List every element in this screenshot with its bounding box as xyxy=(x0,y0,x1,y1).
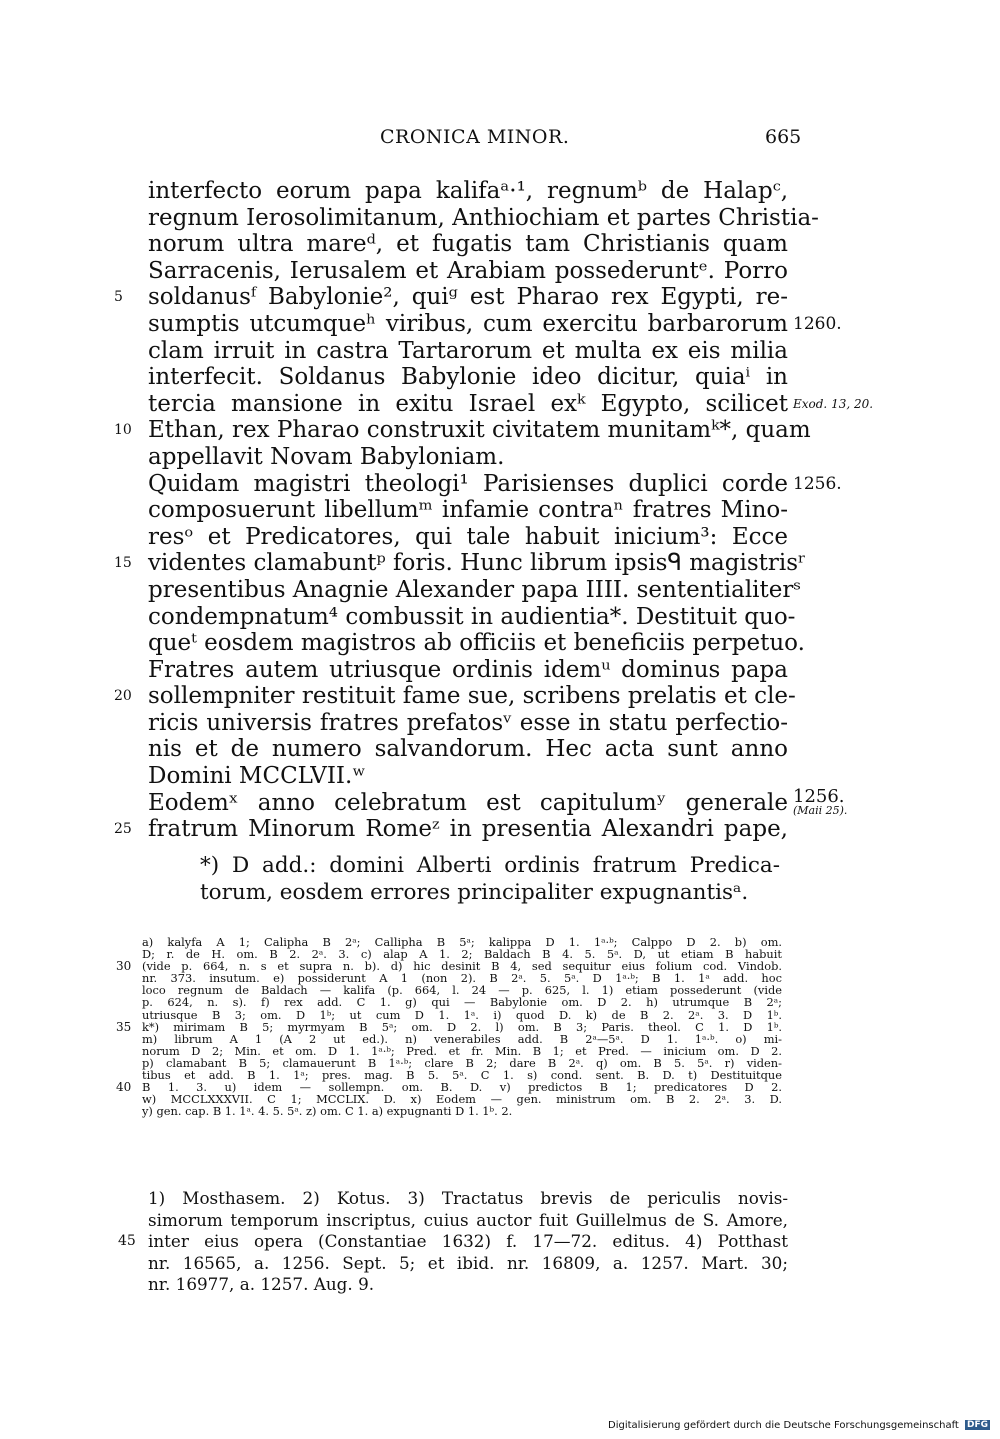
line-text: a) kalyfa A 1; Calipha B 2ᵃ; Callipha B 5ᵃ; kalippa D 1. 1ᵃ·ᵇ; Calppo D 2. b) om. xyxy=(142,935,782,949)
line-text: nis et de numero salvandorum. Hec acta sunt anno xyxy=(148,736,788,763)
line-text: p) clamabant B 5; clamauerunt B 1ᵃ·ᵇ; clare B 2; dare B 2ᵃ. q) om. B 5. 5ᵃ. r) viden- xyxy=(142,1055,782,1070)
line-text: nr. 16977, a. 1257. Aug. 9. xyxy=(148,1274,375,1295)
line-text: queᵗ eosdem magistros ab officiis et beneficiis perpetuo. xyxy=(148,630,805,657)
line-number: 5 xyxy=(114,289,123,306)
text-line xyxy=(148,470,842,498)
line-text: norum D 2; Min. et om. D 1. 1ᵃ·ᵇ; Pred. et fr. Min. B 1; et Pred. — inicium om. D 2. xyxy=(142,1043,782,1058)
footnote-line xyxy=(148,1188,788,1210)
text-line xyxy=(148,338,788,365)
margin-note xyxy=(793,785,848,818)
line-text: utriusque B 3; om. D 1ᵇ; ut cum D 1. 1ᵃ. i) quod D. k) de B 2. 2ᵃ. 3. D 1ᵇ. xyxy=(142,1007,782,1022)
line-text: D; r. de H. om. B 2. 2ᵃ. 3. c) alap A 1. 2; Baldach B 4. 5. 5ᵃ. D, ut etiam B habuit xyxy=(142,947,782,962)
line-number: 15 xyxy=(114,555,132,572)
text-line xyxy=(148,390,874,418)
line-text: p. 624, n. s). f) rex add. C 1. g) qui — Babylonie om. D 2. h) utrumque B 2ᵃ; xyxy=(142,995,782,1010)
line-text: tibus et add. B 1. 1ᵃ; pres. mag. B 5. 5ᵃ. C 1. s) cond. sent. B. D. t) Destituitque xyxy=(142,1068,782,1083)
text-line xyxy=(148,763,788,790)
line-text: Quidam magistri theologi¹ Parisienses duplici corde xyxy=(148,470,788,497)
text-line xyxy=(148,204,819,232)
line-text: simorum temporum inscriptus, cuius auctor fuit Guillelmus de S. Amore, xyxy=(148,1209,788,1230)
line-text: (vide p. 664, n. s et supra n. b). d) hic desinit B 4, sed sequitur eius folium cod. Vindob. xyxy=(142,959,782,974)
line-number: 20 xyxy=(114,688,132,705)
line-text: inter eius opera (Constantiae 1632) f. 17—72. editus. 4) Potthast xyxy=(148,1231,788,1252)
line-text: tercia mansione in exitu Israel exᵏ Egypto, scilicet xyxy=(148,390,788,417)
text-line xyxy=(114,816,788,843)
margin-note xyxy=(793,471,842,498)
line-text: soldanusᶠ Babylonie², quiᵍ est Pharao rex Egypti, re- xyxy=(148,284,788,311)
footnote-line xyxy=(148,1253,788,1275)
line-text: Fratres autem utriusque ordinis idemᵘ dominus papa xyxy=(148,656,788,683)
margin-date: 1260. xyxy=(793,313,842,334)
footnote-line xyxy=(118,1231,788,1253)
credit-text: Digitalisierung gefördert durch die Deutsche Forschungsgemeinschaft xyxy=(608,1420,959,1431)
line-text: norum ultra mareᵈ, et fugatis tam Christianis quam xyxy=(148,231,788,258)
footnote-line xyxy=(148,1274,788,1296)
line-text: nr. 16565, a. 1256. Sept. 5; et ibid. nr. 16809, a. 1257. Mart. 30; xyxy=(148,1252,788,1273)
line-text: nr. 373. insutum. e) possiderunt A 1 (non 2). B 2ᵃ. 5. 5ᵃ. D 1ᵃ·ᵇ; B 1. 1ᵃ add. hoc xyxy=(142,971,782,986)
text-line xyxy=(148,576,802,604)
line-text: regnum Ierosolimitanum, Anthiochiam et partes Christia- xyxy=(148,204,819,231)
line-text: resᵒ et Predicatores, qui tale habuit inicium³: Ecce xyxy=(148,523,788,550)
line-text: appellavit Novam Babyloniam. xyxy=(148,443,505,470)
digitization-credit xyxy=(608,1420,990,1431)
text-line xyxy=(148,310,842,338)
line-number: 25 xyxy=(114,821,132,838)
line-text: k*) mirimam B 5; myrmyam B 5ᵃ; om. D 2. l) om. B 3; Paris. theol. C 1. D 1ᵇ. xyxy=(142,1019,782,1034)
main-text xyxy=(114,178,874,843)
text-line xyxy=(148,736,788,763)
text-line xyxy=(148,630,805,657)
line-text: loco regnum de Baldach — kalifa (p. 664, l. 24 — p. 625, l. 1) etiam possederunt (vide xyxy=(142,983,782,998)
line-text: sollempniter restituit fame sue, scribens prelatis et cle- xyxy=(148,683,796,710)
running-title: CRONICA MINOR. xyxy=(380,126,570,148)
margin-subdate: (Maii 25). xyxy=(793,803,848,817)
text-line xyxy=(148,444,788,471)
line-number: 10 xyxy=(114,422,132,439)
line-text: Eodemˣ anno celebratum est capitulumʸ generale xyxy=(148,789,788,816)
line-text: Sarracenis, Ierusalem et Arabiam possederuntᵉ. Porro xyxy=(148,257,788,284)
line-text: fratrum Minorum Romeᶻ in presentia Alexandri pape, xyxy=(148,816,788,843)
text-line xyxy=(114,284,788,311)
text-line xyxy=(114,417,811,444)
line-text: videntes clamabuntᵖ foris. Hunc librum ipsisᑫ magistrisʳ xyxy=(148,550,807,577)
text-line xyxy=(148,364,788,391)
apparatus-line xyxy=(142,1105,782,1117)
line-text: composuerunt libellumᵐ infamie contraⁿ fratres Mino- xyxy=(148,497,788,524)
dfg-logo: DFG xyxy=(967,1420,989,1430)
line-number: 35 xyxy=(116,1019,132,1034)
line-text: y) gen. cap. B 1. 1ᵃ. 4. 5. 5ᵃ. z) om. C 1. a) expugnanti D 1. 1ᵇ. 2. xyxy=(142,1104,513,1119)
text-line xyxy=(148,231,788,258)
note-line xyxy=(200,879,780,906)
line-number: 40 xyxy=(116,1080,132,1095)
footnote-line xyxy=(148,1210,788,1232)
margin-note xyxy=(793,311,842,338)
critical-apparatus xyxy=(116,935,782,1119)
text-line xyxy=(148,657,788,684)
line-number: 45 xyxy=(118,1233,136,1250)
line-text: presentibus Anagnie Alexander papa IIII. sententialiterˢ xyxy=(148,576,802,603)
margin-note xyxy=(793,391,873,418)
line-text: interfecit. Soldanus Babylonie ideo dicitur, quiaⁱ in xyxy=(148,364,788,391)
page-number: 665 xyxy=(765,126,802,148)
text-line xyxy=(148,524,788,551)
line-text: torum, eosdem errores principaliter expugnantisᵃ. xyxy=(200,880,749,905)
text-line xyxy=(148,603,796,631)
text-line xyxy=(114,550,807,577)
margin-date: 1256. xyxy=(793,785,845,807)
line-text: condempnatum⁴ combussit in audientia*. Destituit quo- xyxy=(148,603,796,630)
star-note xyxy=(200,852,780,906)
line-text: interfecto eorum papa kalifaᵃ·¹, regnumᵇ de Halapᶜ, xyxy=(148,178,788,204)
text-line xyxy=(148,785,848,817)
line-text: ricis universis fratres prefatosᵛ esse in statu perfectio- xyxy=(148,709,788,736)
text-line xyxy=(148,710,788,737)
text-line xyxy=(148,178,788,205)
margin-date: Exod. 13, 20. xyxy=(793,396,874,411)
margin-date: 1256. xyxy=(793,473,842,494)
line-text: Ethan, rex Pharao construxit civitatem munitamᵏ*, quam xyxy=(148,417,811,444)
line-text: B 1. 3. u) idem — sollempn. om. B. D. v) predictos B 1; predicatores D 2. xyxy=(142,1080,782,1095)
footnotes xyxy=(118,1188,788,1296)
line-number: 30 xyxy=(116,959,132,974)
text-line xyxy=(148,258,788,285)
note-line xyxy=(200,852,780,879)
line-text: 1) Mosthasem. 2) Kotus. 3) Tractatus brevis de periculis novis- xyxy=(148,1188,788,1208)
text-line xyxy=(114,683,796,710)
line-text: sumptis utcumqueʰ viribus, cum exercitu barbarorum xyxy=(148,310,788,337)
text-line xyxy=(148,497,788,524)
line-text: *) D add.: domini Alberti ordinis fratrum Predica- xyxy=(200,853,780,878)
line-text: Domini MCCLVII.ʷ xyxy=(148,763,366,790)
line-text: clam irruit in castra Tartarorum et multa ex eis milia xyxy=(148,337,788,364)
line-text: m) librum A 1 (A 2 ut ed.). n) venerabiles add. B 2ᵃ—5ᵃ. D 1. 1ᵃ·ᵇ. o) mi- xyxy=(142,1031,782,1046)
line-text: w) MCCLXXXVII. C 1; MCCLIX. D. x) Eodem — gen. ministrum om. B 2. 2ᵃ. 3. D. xyxy=(142,1092,782,1107)
